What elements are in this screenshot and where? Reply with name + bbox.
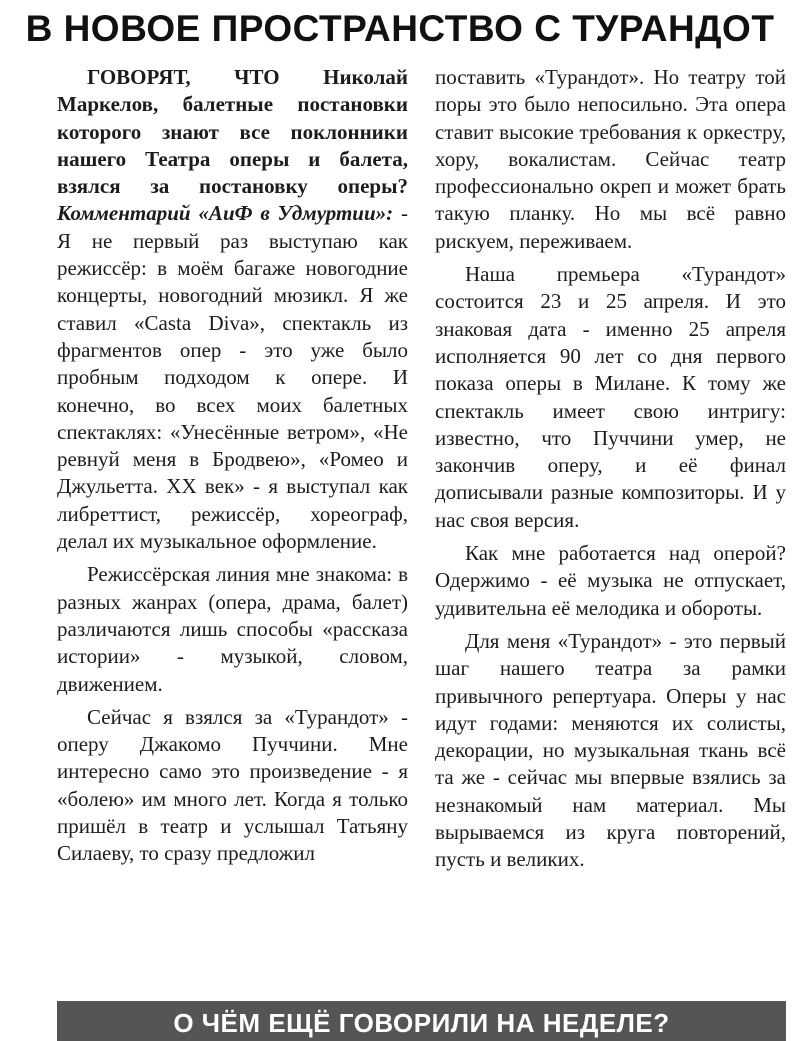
paragraph-6: Для меня «Турандот» - это первый шаг нашего театра за рамки привычного репертуара. Оперы у нас идут годами: меняются их солисты, декорации, но музыкальная ткань всё та же - сейчас мы впервые взялись за незнакомый нам материал. Мы вырываемся из круга повторений, пусть и великих.	[435, 628, 786, 872]
paragraph-1-text: - Я не первый раз выступаю как режиссёр: в моём багаже новогодние концерты, новогодний мюзикл. Я же ставил «Casta Diva», спектакль из фрагментов опер - это уже было пробным подходом к опере. И конечно, во всех моих балетных спектаклях: «Унесённые ветром», «Не ревнуй меня в Бродвею», «Ромео и Джульетта. XX век» - я выступал как либреттист, режиссёр, хореограф, делал их музыкальное оформление.	[57, 201, 408, 554]
right-column	[435, 64, 786, 874]
left-column	[57, 64, 408, 868]
article-body	[57, 64, 786, 990]
paragraph-3-continued: поставить «Турандот». Но театру той поры это было непосильно. Эта опера ставит высокие требования к оркестру, хору, вокалистам. Сейчас театр профессионально окреп и может брать такую планку. Но мы всё равно рискуем, переживаем.	[435, 65, 786, 253]
paragraph-3-start: Сейчас я взялся за «Турандот» - оперу Джакомо Пуччини. Мне интересно само это произведение - я «болею» им много лет. Когда я только пришёл в театр и услышал Татьяну Силаеву, то сразу предложил	[57, 704, 408, 866]
paragraph-intro	[57, 64, 408, 555]
paragraph-4: Наша премьера «Турандот» состоится 23 и 25 апреля. И это знаковая дата - именно 25 апреля исполняется 90 лет со дня первого показа оперы в Милане. К тому же спектакль имеет свою интригу: известно, что Пуччини умер, не закончив оперу, и её финал дописывали разные композиторы. И у нас своя версия.	[435, 262, 786, 532]
paragraph-2: Режиссёрская линия мне знакома: в разных жанрах (опера, драма, балет) различаются лишь способы «рассказа истории» - музыкой, словом, движением.	[57, 562, 408, 696]
lead-question: ГОВОРЯТ, ЧТО Николай Маркелов, балетные постановки которого знают все поклонники нашего Театра оперы и балета, взялся за постановку оперы?	[57, 65, 408, 199]
next-section-title: О ЧЁМ ЕЩЁ ГОВОРИЛИ НА НЕДЕЛЕ?	[173, 1008, 670, 1038]
next-section-banner	[57, 1001, 786, 1041]
paragraph-5: Как мне работается над оперой? Одержимо - её музыка не отпускает, удивительна её мелодика и обороты.	[435, 541, 786, 620]
lead-comment-label: Комментарий «АиФ в Удмуртии»:	[57, 201, 394, 226]
article-headline: В НОВОЕ ПРОСТРАНСТВО С ТУРАНДОТ	[25, 8, 775, 49]
